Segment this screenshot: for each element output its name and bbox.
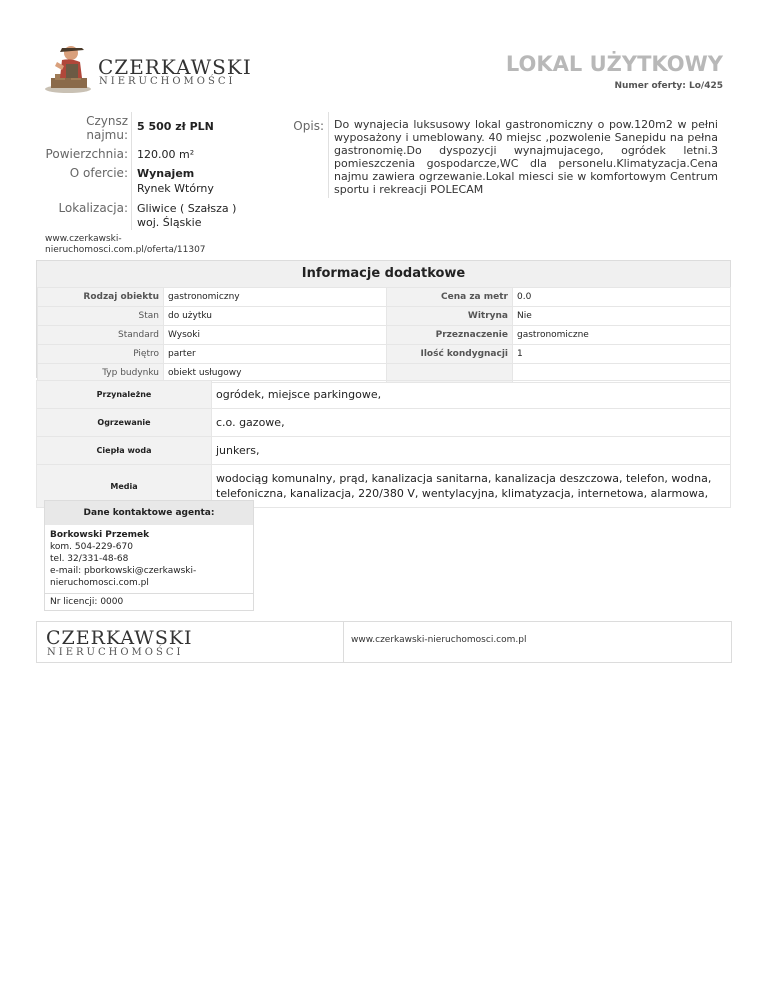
footer: [36, 621, 732, 663]
rent-value: 5 500 zł PLN: [137, 120, 214, 133]
offer-url-line2: nieruchomosci.com.pl/oferta/11307: [45, 245, 206, 255]
info-value: parter: [164, 345, 387, 364]
info-value: gastronomiczne: [513, 326, 731, 345]
info-value: Wysoki: [164, 326, 387, 345]
details-divider-left: [131, 112, 132, 230]
info-value: gastronomiczny: [164, 288, 387, 307]
info-row: [38, 326, 731, 345]
info-label: Stan: [38, 307, 164, 326]
area-value: 120.00 m²: [137, 148, 195, 161]
footer-brand-subtitle: NIERUCHOMOŚCI: [47, 647, 184, 658]
additional-info-title: Informacje dodatkowe: [301, 266, 466, 281]
feature-label: Media: [37, 465, 212, 508]
offer-url[interactable]: [45, 234, 206, 256]
location-city: Gliwice ( Szałsza ): [137, 202, 237, 215]
logo-figure-icon: [40, 40, 96, 96]
footer-divider: [343, 622, 344, 662]
description-label: Opis:: [293, 119, 324, 133]
offer-url-line1: www.czerkawski-: [45, 234, 122, 244]
info-value: Nie: [513, 307, 731, 326]
feature-label: Przynależne: [37, 381, 212, 409]
feature-value: junkers,: [212, 437, 731, 465]
info-label: Cena za metr: [387, 288, 513, 307]
agent-details: [45, 525, 253, 593]
agent-email[interactable]: [50, 565, 248, 589]
agent-phone: tel. 32/331-48-68: [50, 554, 129, 564]
offer-label: O ofercie:: [69, 166, 128, 180]
info-row: [38, 288, 731, 307]
info-label: Rodzaj obiektu: [38, 288, 164, 307]
additional-info-panel: [36, 260, 731, 378]
offer-market: Rynek Wtórny: [137, 182, 214, 195]
description-text: Do wynajecia luksusowy lokal gastronomiczny o pow.120m2 w pełni wyposażony i umeblowany. 40 miejsc ,pozwolenie Sanepidu na pełna gastronomię.Do dyspozycji wynajmujacego, ogródek letni.3 pomieszczenia gospodarcze,WC dla personelu.Klimatyzacja.Cena najmu zawiera ogrzewanie.Lokal miesci sie w komfortowym Centrum sportu i rekreacji POLECAM: [334, 118, 718, 196]
agent-header: Dane kontaktowe agenta:: [45, 501, 253, 525]
info-label: Typ budynku: [38, 364, 164, 383]
info-value: 1: [513, 345, 731, 364]
feature-label: Ogrzewanie: [37, 409, 212, 437]
footer-website[interactable]: www.czerkawski-nieruchomosci.com.pl: [351, 635, 527, 645]
info-value: obiekt usługowy: [164, 364, 387, 383]
agent-name: Borkowski Przemek: [50, 530, 150, 540]
feature-row: [37, 437, 731, 465]
brand-subtitle: NIERUCHOMOŚCI: [99, 76, 236, 87]
feature-label: Ciepła woda: [37, 437, 212, 465]
rent-label-line2: najmu:: [86, 128, 128, 142]
brand-name: CZERKAWSKI: [98, 55, 252, 79]
agent-mobile: kom. 504-229-670: [50, 542, 133, 552]
info-row: [38, 345, 731, 364]
agent-email-line2: nieruchomosci.com.pl: [50, 578, 149, 588]
offer-number: Numer oferty: Lo/425: [614, 81, 723, 91]
page-title: LOKAL UŻYTKOWY: [505, 52, 723, 76]
agent-license: Nr licencji: 0000: [45, 593, 253, 610]
details-divider-right: [328, 112, 329, 198]
location-label: Lokalizacja:: [58, 201, 128, 215]
info-value: do użytku: [164, 307, 387, 326]
footer-brand-name: CZERKAWSKI: [46, 627, 193, 649]
location-region: woj. Śląskie: [137, 216, 202, 229]
rent-label-line1: Czynsz: [86, 114, 128, 128]
info-value: 0.0: [513, 288, 731, 307]
area-label: Powierzchnia:: [45, 147, 128, 161]
info-label: Piętro: [38, 345, 164, 364]
feature-value: ogródek, miejsce parkingowe,: [212, 381, 731, 409]
feature-row: [37, 381, 731, 409]
info-label: Przeznaczenie: [387, 326, 513, 345]
feature-value: c.o. gazowe,: [212, 409, 731, 437]
info-row: [38, 307, 731, 326]
info-label: Standard: [38, 326, 164, 345]
features-table: [36, 380, 731, 508]
additional-info-table: [37, 287, 731, 383]
rent-label: [40, 114, 128, 142]
agent-email-line1: e-mail: pborkowski@czerkawski-: [50, 566, 197, 576]
feature-row: [37, 409, 731, 437]
feature-value: wodociąg komunalny, prąd, kanalizacja sanitarna, kanalizacja deszczowa, telefon, wodna, telefoniczna, kanalizacja, 220/380 V, wentylacyjna, klimatyzacja, internetowa, alarmowa,: [212, 465, 731, 508]
agent-contact-box: [44, 500, 254, 611]
offer-type: Wynajem: [137, 167, 195, 180]
info-label: Ilość kondygnacji: [387, 345, 513, 364]
info-label: Witryna: [387, 307, 513, 326]
